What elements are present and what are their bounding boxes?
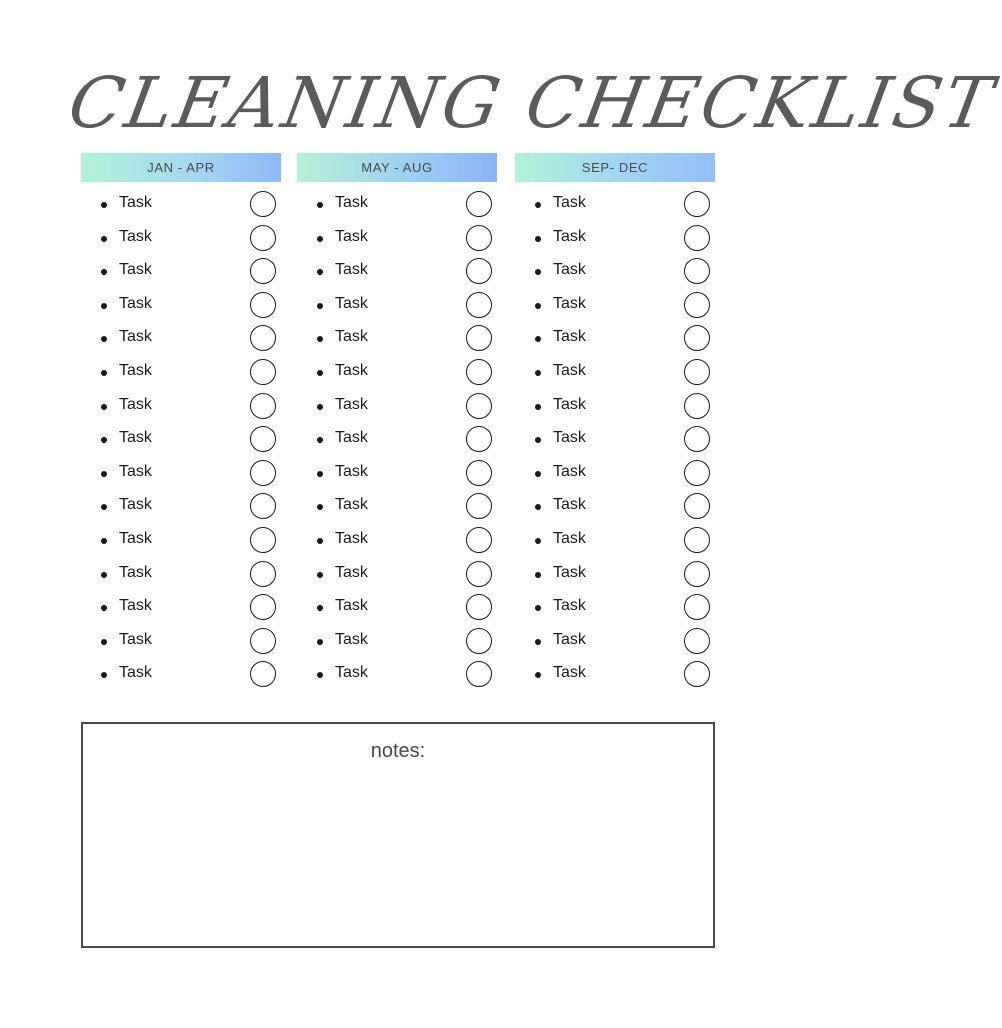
task-checkbox-circle[interactable] [466,460,492,486]
task-checkbox-circle[interactable] [250,594,276,620]
task-checkbox-circle[interactable] [466,359,492,385]
task-row [515,292,715,326]
bullet-icon [535,370,541,376]
task-row [297,493,497,527]
task-list [515,191,715,695]
bullet-icon [317,605,323,611]
bullet-icon [101,269,107,275]
bullet-icon [101,504,107,510]
bullet-icon [101,437,107,443]
bullet-icon [535,269,541,275]
task-row [81,527,281,561]
task-label: Task [335,496,368,514]
task-label: Task [335,664,368,682]
bullet-icon [317,404,323,410]
task-checkbox-circle[interactable] [684,460,710,486]
task-row [81,325,281,359]
task-checkbox-circle[interactable] [684,225,710,251]
bullet-icon [317,303,323,309]
task-row [515,325,715,359]
task-label: Task [119,496,152,514]
column-header: MAY - AUG [297,153,497,182]
task-checkbox-circle[interactable] [466,661,492,687]
bullet-icon [535,672,541,678]
task-checkbox-circle[interactable] [250,393,276,419]
task-row [81,493,281,527]
bullet-icon [535,504,541,510]
task-list [81,191,281,695]
task-checkbox-circle[interactable] [466,493,492,519]
task-checkbox-circle[interactable] [684,426,710,452]
task-label: Task [119,429,152,447]
bullet-icon [101,236,107,242]
task-row [81,561,281,595]
bullet-icon [101,202,107,208]
bullet-icon [101,336,107,342]
task-checkbox-circle[interactable] [466,426,492,452]
task-row [81,426,281,460]
task-row [515,561,715,595]
task-row [81,359,281,393]
task-checkbox-circle[interactable] [684,661,710,687]
task-row [297,527,497,561]
task-row [297,292,497,326]
task-label: Task [335,395,368,413]
task-label: Task [553,194,586,211]
notes-box[interactable] [81,722,715,948]
bullet-icon [317,437,323,443]
bullet-icon [317,471,323,477]
bullet-icon [101,471,107,477]
task-row [81,225,281,259]
page-title: CLEANING CHECKLIST [62,62,1002,144]
task-row [515,426,715,460]
task-checkbox-circle[interactable] [250,325,276,351]
bullet-icon [535,572,541,578]
task-checkbox-circle[interactable] [684,325,710,351]
task-row [81,594,281,628]
task-row [81,460,281,494]
task-label: Task [553,294,586,312]
task-label: Task [553,630,586,648]
bullet-icon [317,236,323,242]
task-checkbox-circle[interactable] [466,292,492,318]
task-label: Task [335,462,368,480]
task-label: Task [119,294,152,312]
task-checkbox-circle[interactable] [250,527,276,553]
task-label: Task [553,496,586,514]
task-checkbox-circle[interactable] [684,191,710,217]
bullet-icon [535,236,541,242]
task-checkbox-circle[interactable] [684,393,710,419]
task-label: Task [335,429,368,447]
bullet-icon [317,672,323,678]
task-row [297,460,497,494]
task-label: Task [553,529,586,547]
task-checkbox-circle[interactable] [250,661,276,687]
task-label: Task [335,563,368,581]
task-checkbox-circle[interactable] [684,561,710,587]
task-label: Task [119,462,152,480]
task-row [515,527,715,561]
bullet-icon [535,303,541,309]
task-row [515,393,715,427]
task-row [297,393,497,427]
task-label: Task [119,227,152,245]
bullet-icon [535,471,541,477]
task-row [297,628,497,662]
task-checkbox-circle[interactable] [250,225,276,251]
task-checkbox-circle[interactable] [250,426,276,452]
task-label: Task [119,261,152,279]
column-header: SEP- DEC [515,153,715,182]
bullet-icon [317,639,323,645]
task-checkbox-circle[interactable] [684,628,710,654]
bullet-icon [535,437,541,443]
task-row [81,393,281,427]
task-label: Task [553,361,586,379]
task-checkbox-circle[interactable] [684,292,710,318]
task-checkbox-circle[interactable] [684,493,710,519]
task-list [297,191,497,695]
task-checkbox-circle[interactable] [250,191,276,217]
task-row [515,628,715,662]
task-label: Task [119,395,152,413]
bullet-icon [535,202,541,208]
task-checkbox-circle[interactable] [466,325,492,351]
bullet-icon [101,639,107,645]
task-label: Task [335,261,368,279]
bullet-icon [101,370,107,376]
task-checkbox-circle[interactable] [466,594,492,620]
bullet-icon [101,404,107,410]
task-row [81,258,281,292]
column-sep-dec [515,153,715,695]
task-label: Task [119,194,152,211]
task-checkbox-circle[interactable] [466,225,492,251]
bullet-icon [317,336,323,342]
column-jan-apr [81,153,281,695]
bullet-icon [317,370,323,376]
task-row [515,661,715,695]
task-row [515,460,715,494]
task-checkbox-circle[interactable] [466,527,492,553]
task-row [297,594,497,628]
task-checkbox-circle[interactable] [466,561,492,587]
task-label: Task [335,630,368,648]
task-label: Task [335,361,368,379]
bullet-icon [535,336,541,342]
bullet-icon [535,605,541,611]
task-row [515,191,715,225]
task-label: Task [119,630,152,648]
task-checkbox-circle[interactable] [684,594,710,620]
bullet-icon [101,572,107,578]
task-label: Task [553,227,586,245]
task-checkbox-circle[interactable] [250,359,276,385]
task-checkbox-circle[interactable] [466,393,492,419]
task-checkbox-circle[interactable] [250,561,276,587]
task-row [515,225,715,259]
task-checkbox-circle[interactable] [684,527,710,553]
notes-label: notes: [370,740,426,762]
task-label: Task [553,429,586,447]
task-row [515,258,715,292]
bullet-icon [317,504,323,510]
task-checkbox-circle[interactable] [466,628,492,654]
task-row [297,191,497,225]
task-label: Task [119,328,152,346]
bullet-icon [101,538,107,544]
task-label: Task [553,664,586,682]
task-checkbox-circle[interactable] [250,460,276,486]
task-label: Task [119,664,152,682]
task-checkbox-circle[interactable] [684,258,710,284]
bullet-icon [101,605,107,611]
task-row [297,561,497,595]
task-row [297,225,497,259]
task-row [297,258,497,292]
task-label: Task [553,395,586,413]
task-row [81,292,281,326]
task-row [81,628,281,662]
task-row [297,661,497,695]
task-label: Task [119,529,152,547]
task-label: Task [553,563,586,581]
task-label: Task [335,227,368,245]
task-label: Task [335,597,368,615]
task-label: Task [553,328,586,346]
task-label: Task [335,529,368,547]
task-row [297,426,497,460]
task-row [81,661,281,695]
task-row [515,359,715,393]
task-checkbox-circle[interactable] [250,493,276,519]
bullet-icon [535,404,541,410]
task-row [297,359,497,393]
task-label: Task [335,294,368,312]
task-checkbox-circle[interactable] [466,258,492,284]
task-label: Task [553,261,586,279]
task-checkbox-circle[interactable] [684,359,710,385]
task-label: Task [119,597,152,615]
task-row [297,325,497,359]
task-label: Task [553,597,586,615]
task-label: Task [119,361,152,379]
bullet-icon [317,202,323,208]
bullet-icon [317,572,323,578]
task-label: Task [335,328,368,346]
column-header: JAN - APR [81,153,281,182]
bullet-icon [317,538,323,544]
bullet-icon [317,269,323,275]
bullet-icon [101,672,107,678]
task-checkbox-circle[interactable] [466,191,492,217]
task-row [81,191,281,225]
task-label: Task [119,563,152,581]
task-row [515,594,715,628]
task-label: Task [335,194,368,211]
bullet-icon [535,538,541,544]
task-checkbox-circle[interactable] [250,628,276,654]
bullet-icon [101,303,107,309]
column-may-aug [297,153,497,695]
task-row [515,493,715,527]
task-checkbox-circle[interactable] [250,292,276,318]
bullet-icon [535,639,541,645]
task-checkbox-circle[interactable] [250,258,276,284]
task-label: Task [553,462,586,480]
